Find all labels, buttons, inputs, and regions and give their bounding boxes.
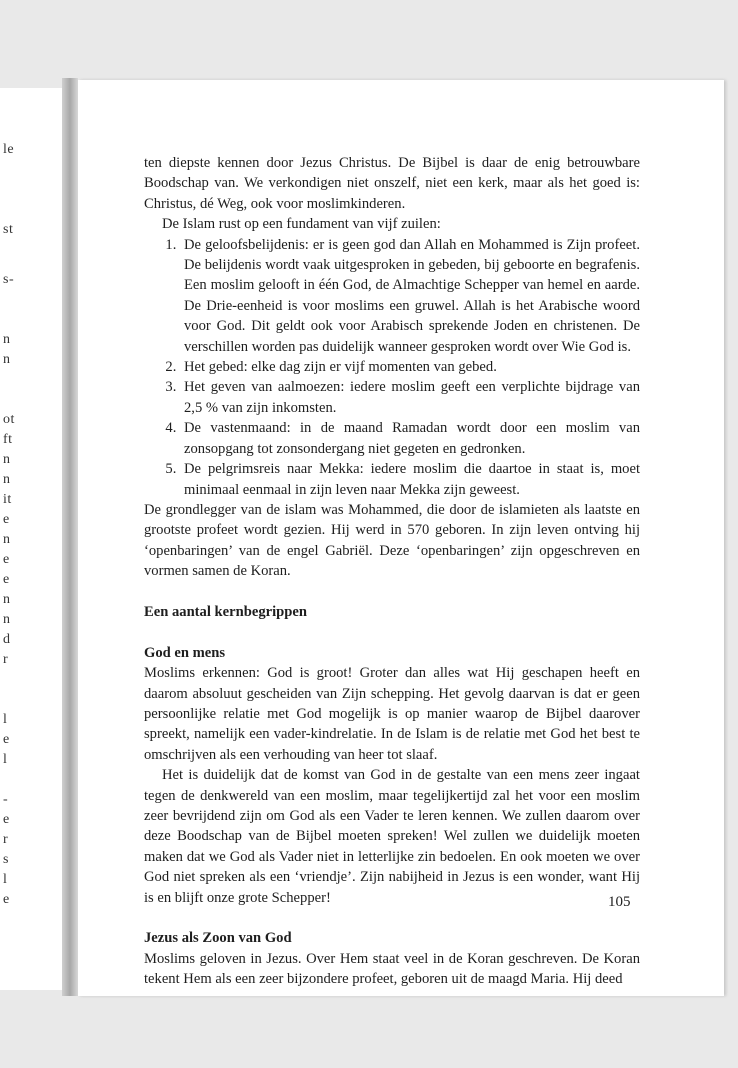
facing-page-fragment: n [3, 532, 11, 547]
facing-page-fragment: it [3, 492, 12, 507]
facing-page-fragment: ft [3, 432, 13, 447]
paragraph: Moslims geloven in Jezus. Over Hem staat veel in de Koran geschreven. De Koran tekent Hem als een zeer bijzondere profeet, geboren uit de maagd Maria. Hij deed [144, 950, 640, 988]
facing-page-fragment: n [3, 592, 11, 607]
facing-page-fragment: le [3, 142, 15, 157]
facing-page-fragment: r [3, 652, 9, 667]
facing-page-fragment: - [3, 792, 9, 807]
facing-page-fragment: n [3, 452, 11, 467]
facing-page-fragment: n [3, 612, 11, 627]
list-item: 2. Het gebed: elke dag zijn er vijf momenten van gebed. [180, 357, 640, 377]
page-body [144, 153, 640, 990]
facing-page-fragment: l [3, 872, 8, 887]
facing-page-fragment: n [3, 352, 11, 367]
list-item: 5. De pelgrimsreis naar Mekka: iedere moslim die daartoe in staat is, moet minimaal eenmaal in zijn leven naar Mekka zijn geweest. [180, 459, 640, 500]
facing-page-fragment: l [3, 712, 8, 727]
page-number: 105 [608, 894, 631, 910]
paragraph: De Islam rust op een fundament van vijf zuilen: [162, 216, 441, 233]
facing-page-fragment: n [3, 472, 11, 487]
five-pillars-list [144, 235, 640, 500]
list-item: 1. De geloofsbelijdenis: er is geen god dan Allah en Mohammed is Zijn profeet. De belijdenis wordt vaak uitgesproken in gebeden, bij geboorte en begrafenis. Een moslim gelooft in één God, de Almachtige Schepper van hemel en aarde. De Drie-eenheid is voor moslims een gruwel. Allah is het Arabische woord voor God. Dit geldt ook voor Arabisch sprekende Joden en christenen. De verschillen worden pas duidelijk wanneer gesproken wordt over Wie God is. [180, 235, 640, 357]
facing-page-fragment: e [3, 732, 10, 747]
facing-page-fragment: e [3, 552, 10, 567]
list-item: 3. Het geven van aalmoezen: iedere moslim geeft een verplichte bijdrage van 2,5 % van zijn inkomsten. [180, 377, 640, 418]
book-gutter [62, 78, 78, 996]
facing-page-fragment: s [3, 852, 9, 867]
paragraph: ten diepste kennen door Jezus Christus. De Bijbel is daar de enig betrouwbare Boodschap van. We verkondigen niet onszelf, niet een kerk, maar als het goed is: Christus, dé Weg, ook voor moslimkinderen. [144, 155, 640, 212]
list-item: 4. De vastenmaand: in de maand Ramadan wordt door een moslim van zonsopgang tot zonsondergang niet gegeten en gedronken. [180, 418, 640, 459]
facing-page-fragment: e [3, 512, 10, 527]
section-heading: Een aantal kernbegrippen [144, 603, 307, 620]
paragraph: De grondlegger van de islam was Mohammed, die door de islamieten als laatste en grootste profeet wordt gezien. Hij werd in 570 geboren. In zijn leven ontving hij ‘openbaringen’ van de engel Gabriël. Deze ‘openbaringen’ zijn opgeschreven en vormen samen de Koran. [144, 501, 640, 580]
facing-page-fragment: n [3, 332, 11, 347]
facing-page-fragment: e [3, 572, 10, 587]
facing-page-fragment: r [3, 832, 9, 847]
facing-page-fragment: s- [3, 272, 15, 287]
subsection-heading: Jezus als Zoon van God [144, 930, 292, 947]
facing-page-fragment: l [3, 752, 8, 767]
paragraph: Moslims erkennen: God is groot! Groter dan alles wat Hij geschapen heeft en daarom absoluut gescheiden van Zijn schepping. Het gevolg daarvan is dat er geen persoonlijke relatie met God mogelijk is op manier waarop de Bijbel daarover spreekt, namelijk een vader-kindrelatie. In de Islam is de relatie met God het best te omschrijven als een verhouding van heer tot slaaf. [144, 665, 640, 763]
book-page [78, 80, 724, 996]
facing-page-fragment: d [3, 632, 11, 647]
facing-page-fragment: st [3, 222, 14, 237]
facing-page-fragment: e [3, 892, 10, 907]
subsection-heading: God en mens [144, 644, 226, 661]
facing-page-fragment: e [3, 812, 10, 827]
paragraph: Het is duidelijk dat de komst van God in de gestalte van een mens zeer ingaat tegen de denkwereld van een moslim, maar tegelijkertijd zal het voor een moslim zeer bevrijdend zijn om God als een Vader te leren kennen. We zullen daarom over deze Boodschap van de Bijbel moeten spreken! Wel zullen we duidelijk moeten maken dat we God als Vader niet in letterlijke zin bedoelen. En ook moeten we over God niet spreken als een ‘vriendje’. Zijn nabijheid in Jezus is een wonder, want Hij is en blijft onze grote Schepper! [144, 767, 640, 906]
facing-page-fragment: ot [3, 412, 15, 427]
